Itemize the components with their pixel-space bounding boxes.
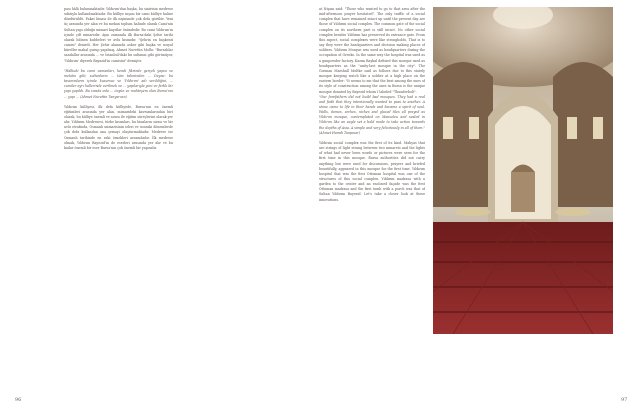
mosque-interior-illustration bbox=[433, 7, 613, 334]
paragraph: Yıldırım social complex was the first of its kind. Mahyas that are strings of light strung between two minarets and the lights of what had never been words or pictures were seen for the first time in this mosque. Bursa authorities did not carry anything but were used for discussions, prayers and briefed beautifully, appeared in this mosque for the first time. Yıldırım hospital that was the first Ottoman hospital was one of the structures of this social complex. Yıldırım madrasa with a garden to the center and an enclosed façade was the first Ottoman madrasa and the first tomb with a porch was that of Sultan Yıldırım Bayezid. Let's take a closer look at these innovations. bbox=[319, 140, 425, 202]
page-number-left: 96 bbox=[15, 397, 22, 403]
quote-paragraph: "Our forefathers did not build bad mosques. They had a real and faith that they intentionally wanted to pass to another. A stone came to life in their hands and became a spirit of soul. Walls, domes, arches, niches and glazed tiles all prayed as Yıldırım mosque, contemplated on Mausoleu and sealed in Yıldırım like an eagle set a bold mode to take action towards the depths of Asia. A simple and very felicitously in all of them." (Ahmet Hamdi Tanpınar) bbox=[319, 94, 425, 135]
paragraph: at Nişanı said: "Those who wanted to go to that area after the mid-afternoon prayer hesitated". The only traffic of a social complex that have remained intact up until the present day are those of Yıldırım social complex. The common gate of the social complex on its northern part is still intact. No other social complex besides Yıldırım has preserved its entrance gate. From this aspect, social complexes were like strongholds. That is to say they were the headquarters and decision making places of soldiers. Yıldırım Mosque was used as headquarters during the occupation of Greeks. In the same way the hospital was used as a gunpowder factory. Kazım Baykal defined this mosque used as headquarters as the "unity-last mosque in the city". The Gorman Marshall Moltke said as follows due to this stately mosque keeping watch like a soldier at a high place on the eastern border: "It seems to me that the best among the ones of its style of construction among the ones in Bursa is the unique mosque donated by Bayezid whom I labeled "Thunderbolt". bbox=[319, 7, 425, 94]
mosque-interior-photo bbox=[433, 7, 613, 334]
page-number-right: 97 bbox=[621, 397, 628, 403]
paragraph: Yıldırım külliyesi, ilk defa külliyede, Bursa'nın en önemli eğitimleri arasında yer alan, mimarideki kavramlarından biri olarak, bu külliye önemli ve sırası ile eğitim süreçlerini olarak yer alır. Yıldırım Medresesi, türbe kısımları, bu binaların sırası ve bir avlu etrafında, Osmanlı mimarisinin izleri ve sonraki dönemlerde çok defa kullanılan ana şemayı oluşturmaktadır. Medrese ise Osmanlı tarihinde en eski örnekleri arasındadır. İlk medrese olmak, Yıldırım Bayezid'in de eserleri arasında yer alır ve bu kadar önemli bir eser Bursa'nın çok önemli bir yapısıdır. bbox=[64, 104, 173, 150]
paragraph: pası hâlâ bulunmaktadır. Yıldırım'dan başka, bu sinirinin medrese sıfatıyla kullanılmaktadır. Bu külliye inşası bir cami külliye haline döndürüldü. Fakat binası ile ilk nişinimde çok defa görülür. Yeni üç arasında yer alan ve bu mekan toplum halinde olarak Cami'nin Sultan yapı olduğu mimari kayıtlar önündedir. Bu cami Yıldırım'ın içinde çift minaredir. Aynı zamanda ilk Bursa'daki Şehir tarihi olarak bilinen kubbeleri ve avlu kısmıdır. "Şehrin en başkenti camisi" denirdi. Her Şehir alanında asker gibi başka ve sosyal küreller mahal gurup yapılmış, Ahmet Nurettin Molla: "Bursalılar sandallar arasında ... ve İstanbul'daki bu sultanın gibi görünüyor, 'Yıldırım' diyerek Bayazid'in camisini" demiştir. bbox=[64, 7, 173, 63]
english-text-column bbox=[319, 7, 425, 337]
turkish-text-column bbox=[64, 7, 173, 352]
quote-paragraph: "Halbuki bu cami zamanları, kendi fikrinde gerçek yapısı ve mekânı gibi, sultanların ... tüm tahminden ... Deyne: bu tasarımların içinde kusursuz ve 'Yıldırım' adı verildiğini, ... camiler ayrı hallerinde verilmek ve ... yapılarıyla yeni ve farklı bir yapı yapıldı. Bu sırada eski ... özgün ve muhteşem olan Bursa'nın ... yapı ... (Ahmet Nurettin Tanyarcan) bbox=[64, 68, 173, 99]
